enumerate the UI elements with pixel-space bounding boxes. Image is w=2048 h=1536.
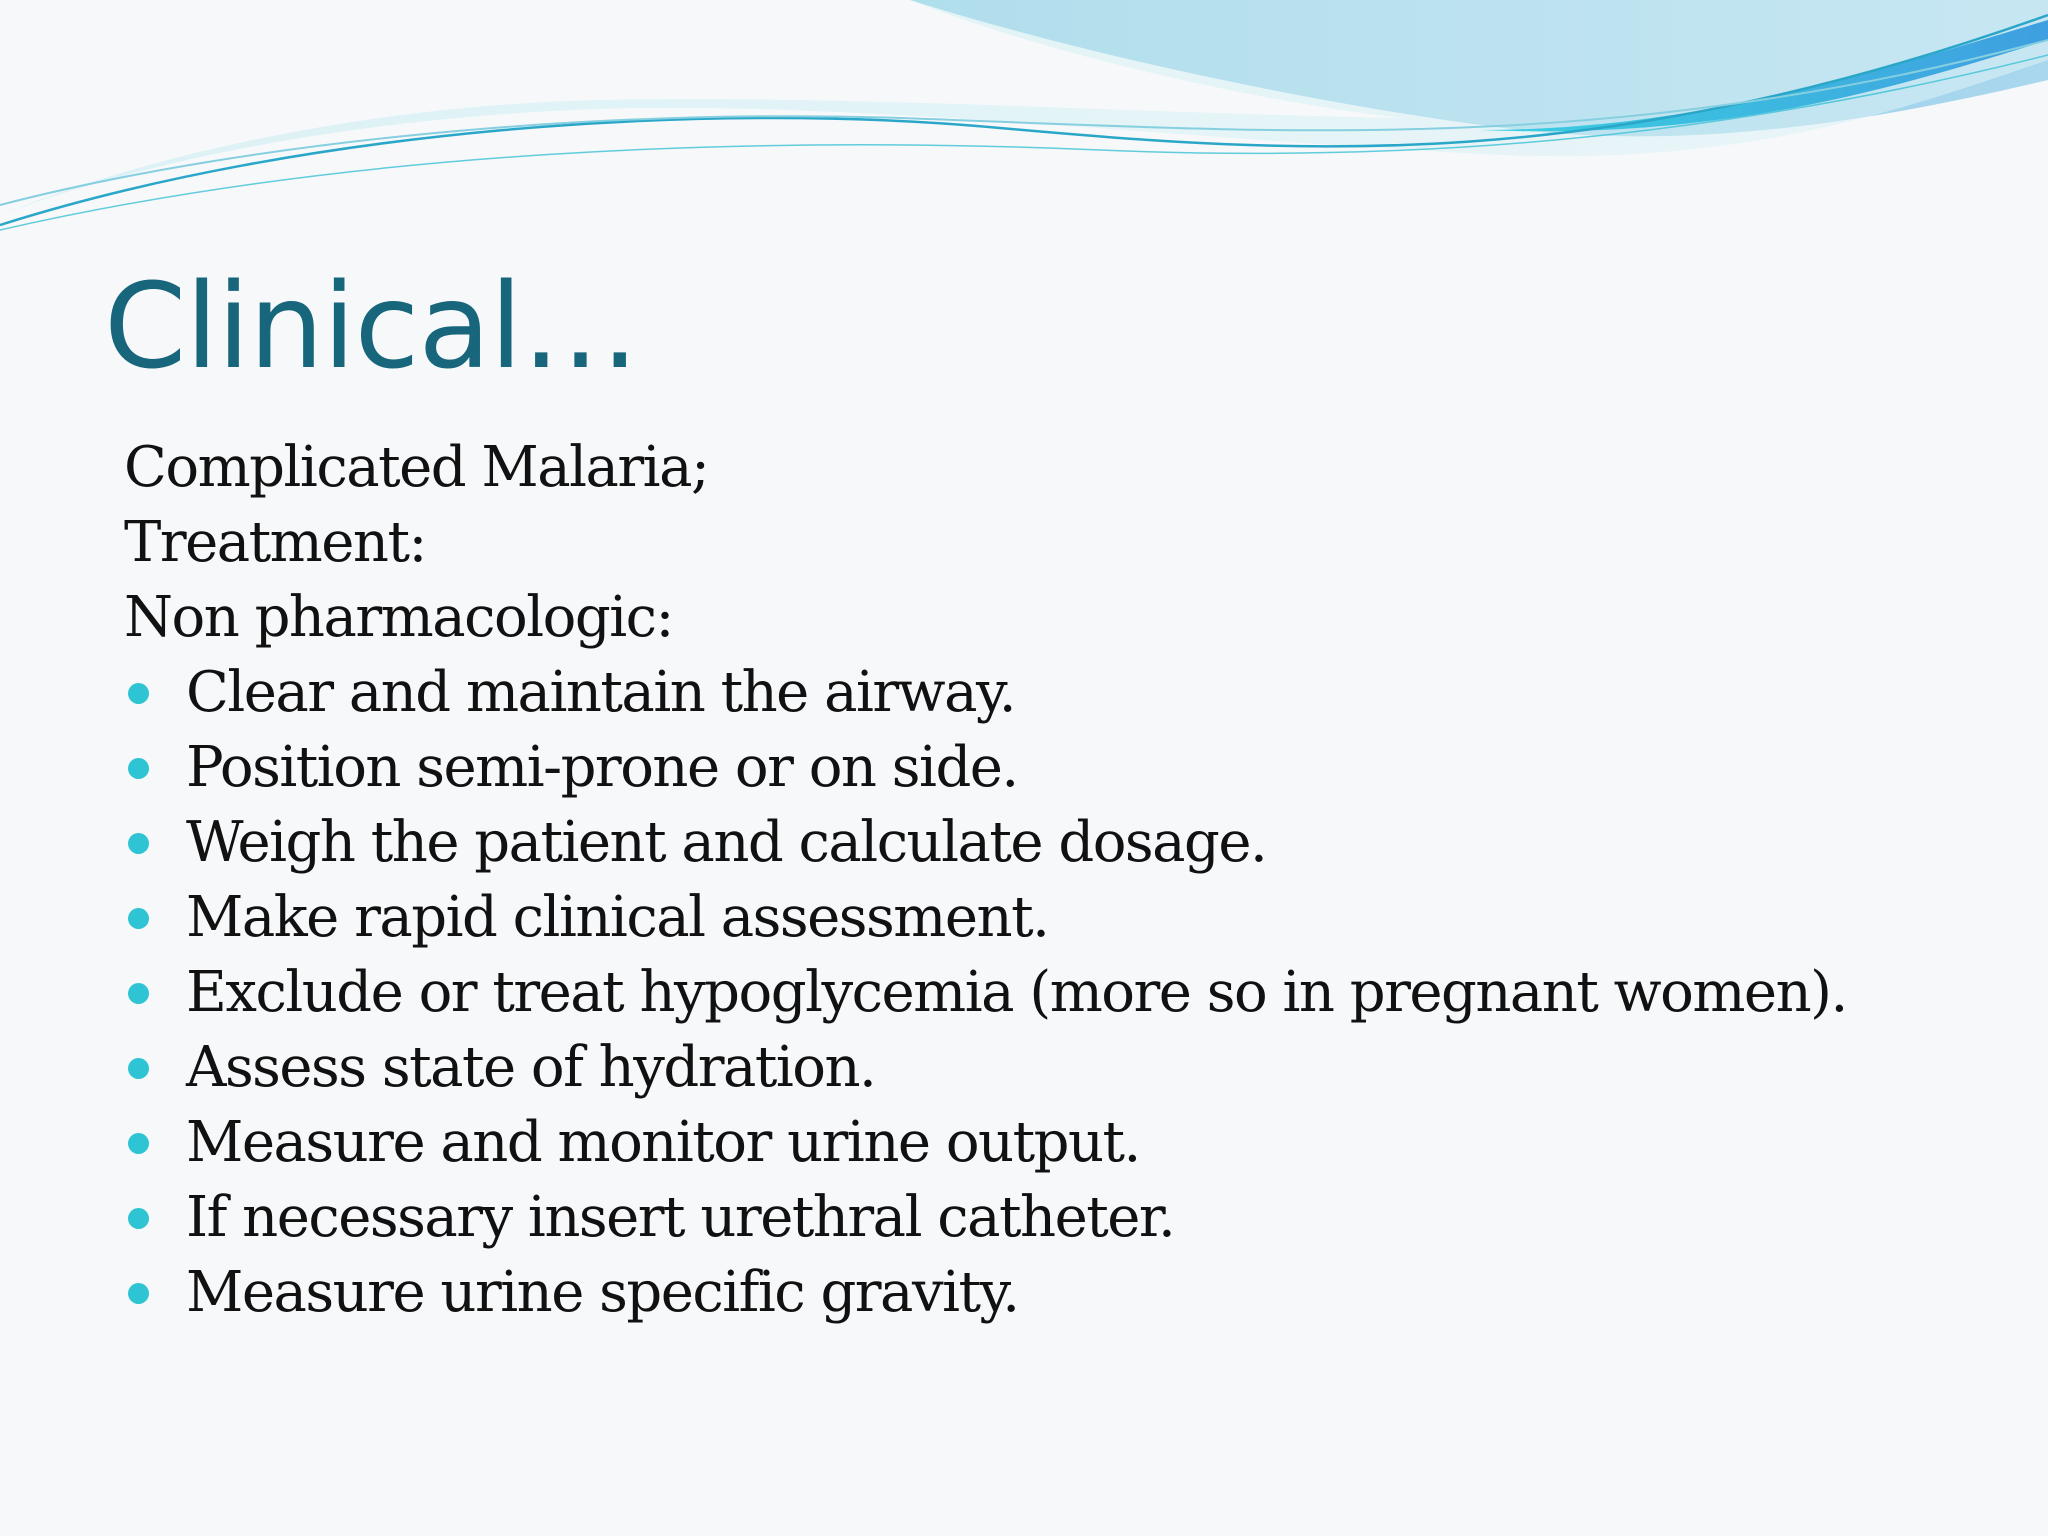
intro-line-1: Complicated Malaria; <box>124 435 709 500</box>
bullet-text: Weigh the patient and calculate dosage. <box>186 810 1267 875</box>
bullet-dot-icon <box>128 758 149 779</box>
list-item <box>124 880 2004 955</box>
bullet-text: Clear and maintain the airway. <box>186 660 1015 725</box>
bullet-text: Make rapid clinical assessment. <box>186 885 1049 950</box>
bullet-dot-icon <box>128 833 149 854</box>
bullet-list <box>124 655 2004 1330</box>
bullet-dot-icon <box>128 1058 149 1079</box>
bullet-text: Measure and monitor urine output. <box>186 1110 1140 1175</box>
list-item <box>124 1105 2004 1180</box>
bullet-text: Position semi-prone or on side. <box>186 735 1018 800</box>
list-item <box>124 1030 2004 1105</box>
list-item <box>124 1255 2004 1330</box>
bullet-dot-icon <box>128 1133 149 1154</box>
intro-line-2: Treatment: <box>124 510 426 575</box>
header-wave-decoration <box>0 0 2048 240</box>
intro-line-3: Non pharmacologic: <box>124 585 673 650</box>
list-item <box>124 805 2004 880</box>
bullet-text: Assess state of hydration. <box>186 1035 876 1100</box>
bullet-dot-icon <box>128 1283 149 1304</box>
list-item <box>124 955 2004 1030</box>
bullet-text: Measure urine specific gravity. <box>186 1260 1019 1325</box>
bullet-dot-icon <box>128 683 149 704</box>
bullet-dot-icon <box>128 908 149 929</box>
bullet-dot-icon <box>128 1208 149 1229</box>
bullet-text: If necessary insert urethral catheter. <box>186 1185 1175 1250</box>
bullet-text: Exclude or treat hypoglycemia (more so in pregnant women). <box>186 960 1847 1025</box>
slide-title: Clinical… <box>104 257 639 395</box>
bullet-dot-icon <box>128 983 149 1004</box>
list-item <box>124 655 2004 730</box>
list-item <box>124 730 2004 805</box>
list-item <box>124 1180 2004 1255</box>
slide-body <box>124 430 2004 1330</box>
